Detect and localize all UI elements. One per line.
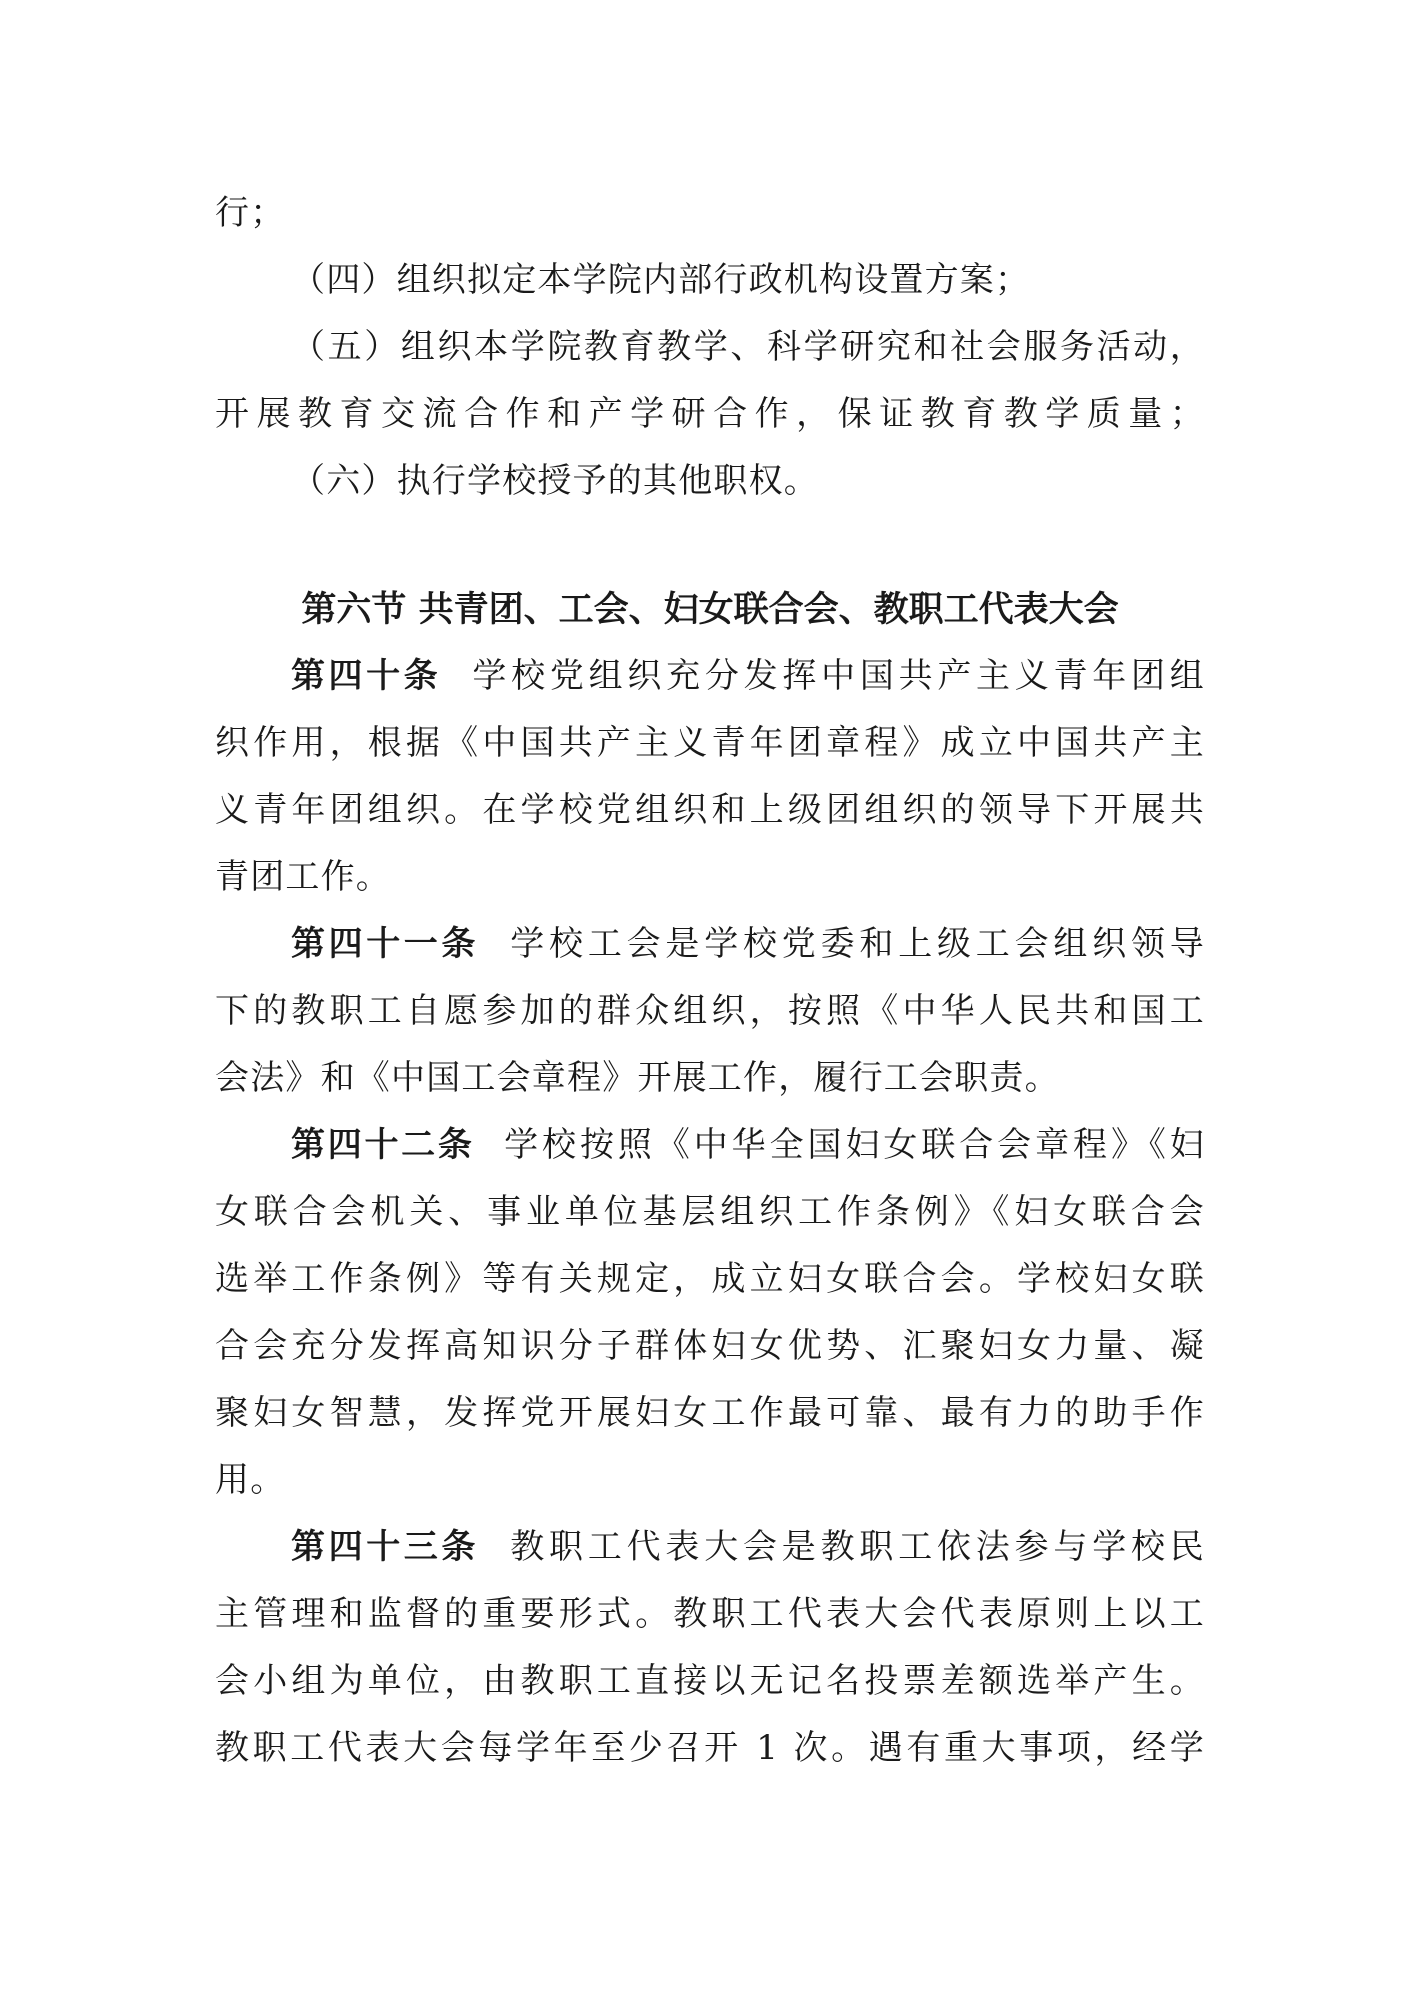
article-text: 教职工代表大会是教职工依法参与学校民 — [510, 1527, 1205, 1567]
list-item-6: （六）执行学校授予的其他职权。 — [291, 461, 819, 501]
article-42-first-line — [215, 1112, 1205, 1179]
paragraph-line: 聚妇女智慧，发挥党开展妇女工作最可靠、最有力的助手作 — [215, 1393, 1205, 1433]
document-body — [215, 180, 1205, 1782]
paragraph-line: 下的教职工自愿参加的群众组织，按照《中华人民共和国工 — [215, 991, 1205, 1031]
article-40-first-line — [215, 643, 1205, 710]
paragraph-line: 青团工作。 — [215, 857, 391, 897]
article-label: 第四十一条 — [291, 924, 479, 964]
paragraph-line: 用。 — [215, 1460, 286, 1500]
section-spacer — [215, 515, 1205, 576]
article-text: 学校工会是学校党委和上级工会组织领导 — [510, 924, 1205, 964]
article-label: 第四十三条 — [291, 1527, 479, 1567]
paragraph-line: 教职工代表大会每学年至少召开 1 次。遇有重大事项，经学 — [215, 1728, 1205, 1768]
paragraph-line: 主管理和监督的重要形式。教职工代表大会代表原则上以工 — [215, 1594, 1205, 1634]
paragraph-line: 合会充分发挥高知识分子群体妇女优势、汇聚妇女力量、凝 — [215, 1326, 1205, 1366]
article-43-first-line — [215, 1514, 1205, 1581]
paragraph-line: 女联合会机关、事业单位基层组织工作条例》《妇女联合会 — [215, 1192, 1205, 1232]
paragraph-line: 会法》和《中国工会章程》开展工作，履行工会职责。 — [215, 1058, 1060, 1098]
section-heading: 第六节 共青团、工会、妇女联合会、教职工代表大会 — [301, 589, 1119, 630]
article-text: 学校党组织充分发挥中国共产主义青年团组 — [472, 656, 1206, 696]
list-item-4: （四）组织拟定本学院内部行政机构设置方案； — [291, 260, 1031, 300]
article-label: 第四十条 — [291, 656, 442, 696]
article-text: 学校按照《中华全国妇女联合会章程》《妇 — [504, 1125, 1206, 1165]
paragraph-line: 选举工作条例》等有关规定，成立妇女联合会。学校妇女联 — [215, 1259, 1205, 1299]
paragraph-line: 开展教育交流合作和产学研合作，保证教育教学质量； — [215, 394, 1205, 434]
paragraph-line: 会小组为单位，由教职工直接以无记名投票差额选举产生。 — [215, 1661, 1205, 1701]
article-41-first-line — [215, 911, 1205, 978]
paragraph-line: 织作用，根据《中国共产主义青年团章程》成立中国共产主 — [215, 723, 1205, 763]
paragraph-line: 义青年团组织。在学校党组织和上级团组织的领导下开展共 — [215, 790, 1205, 830]
list-item-5: （五）组织本学院教育教学、科学研究和社会服务活动， — [291, 327, 1205, 367]
article-label: 第四十二条 — [291, 1125, 475, 1165]
paragraph-line: 行； — [215, 193, 286, 233]
